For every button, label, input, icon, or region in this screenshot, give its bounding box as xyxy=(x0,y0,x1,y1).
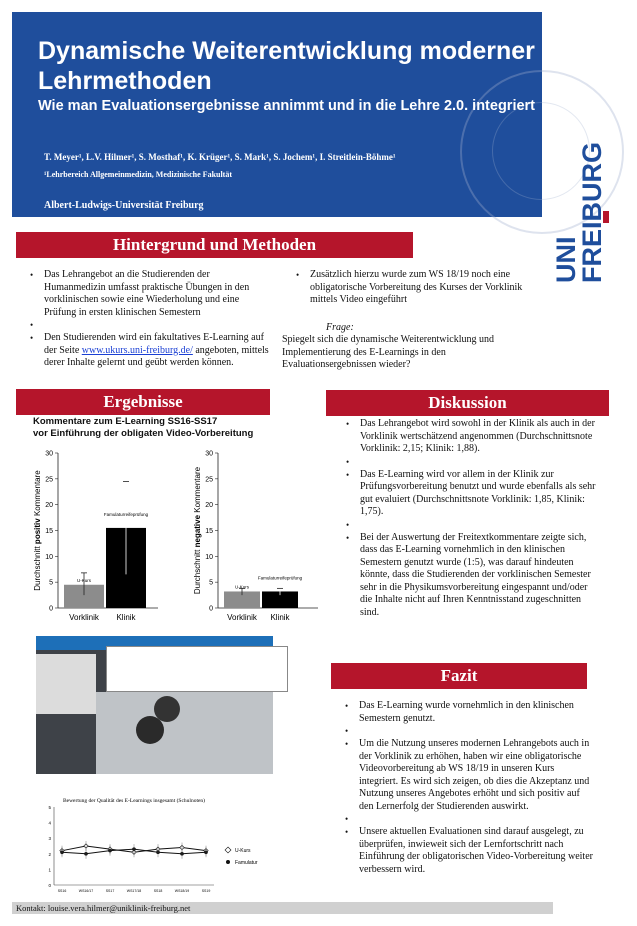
x-tick-label: Klinik xyxy=(116,613,136,622)
y-tick-label: 5 xyxy=(48,805,51,810)
y-tick-label: 1 xyxy=(48,867,51,873)
y-tick-label: 25 xyxy=(45,476,53,484)
bar-data-label: Famulaturreifeprüfung xyxy=(103,511,149,517)
screenshot-dialog xyxy=(106,646,288,692)
diskussion-list xyxy=(346,418,598,619)
hintergrund-item: • Das Lehrangebot an die Studierenden der Humanmedizin umfasst praktische Übungen in den vorklinischen sowie eine Wiederholung und eine Prüfung in ersten klinischen Semestern xyxy=(44,269,270,319)
section-heading-fazit: Fazit xyxy=(331,663,587,689)
legend-label: U-Kurs xyxy=(235,848,251,854)
diskussion-item: • Das Lehrangebot wird sowohl in der Klinik als auch in der Vorklinik wertschätzend angenommen (Durchschnittsnote Vorklinik: 2,15; Klinik: 1,88). xyxy=(360,418,598,456)
bar-data-label: U-Kurs xyxy=(76,577,92,583)
frage-text: Spiegelt sich die dynamische Weiterentwicklung und Implementierung des E-Learnings in den Evaluationsergebnissen wieder? xyxy=(282,334,495,370)
hintergrund-item-text: Den Studierenden wird ein fakultatives E-Learning auf der Seite xyxy=(44,332,264,356)
poster-title: Dynamische Weiterentwicklung moderner Lehrmethoden xyxy=(38,37,535,95)
y-tick-label: 3 xyxy=(48,836,51,842)
chart-title-line1: Kommentare zum E-Learning SS16-SS17 xyxy=(33,416,218,427)
quality-line-chart xyxy=(36,790,261,895)
positive-comments-chart xyxy=(33,451,158,623)
logo-freiburg-text: FREIBURG xyxy=(577,142,607,283)
y-tick-label: 2 xyxy=(48,851,51,857)
y-tick-label: 20 xyxy=(45,502,53,510)
hintergrund-right-column xyxy=(296,269,541,307)
section-heading-ergebnisse: Ergebnisse xyxy=(16,389,270,415)
legend-marker xyxy=(226,860,230,864)
y-tick-label: 5 xyxy=(49,579,53,587)
video-frame xyxy=(96,692,273,774)
section-heading-diskussion: Diskussion xyxy=(326,390,609,416)
fazit-list xyxy=(345,700,595,876)
x-tick-label: WS17/18 xyxy=(126,889,142,893)
hintergrund-item: • Zusätzlich hierzu wurde zum WS 18/19 noch eine obligatorische Vorbereitung des Kurses der Vorklinik mittels Video eingeführt xyxy=(310,269,541,307)
frage-label: Frage: xyxy=(326,322,354,333)
logo-uni-text: UNI xyxy=(551,236,581,283)
comments-charts xyxy=(0,440,320,632)
bar-data-label: Famulaturreifeprüfung xyxy=(257,575,303,581)
affiliation: ¹Lehrbereich Allgemeinmedizin, Medizinische Fakultät xyxy=(44,170,233,179)
uni-freiburg-logo xyxy=(545,125,617,285)
university-name: Albert-Ludwigs-Universität Freiburg xyxy=(44,200,204,211)
y-tick-label: 0 xyxy=(48,883,51,888)
x-tick-label: WS16/17 xyxy=(78,889,94,893)
x-tick-label: SS18 xyxy=(153,889,163,893)
negative-comments-chart xyxy=(193,451,318,623)
y-axis-label-part: Durchschnitt xyxy=(33,544,42,591)
legend-marker xyxy=(225,847,231,853)
x-tick-label: SS19 xyxy=(201,889,211,893)
poster-subtitle: Wie man Evaluationsergebnisse annimmt und in die Lehre 2.0. integriert xyxy=(38,98,536,114)
y-tick-label: 0 xyxy=(49,605,53,613)
line-chart-title: Bewertung der Qualität des E-Learnings insgesamt (Schulnoten) xyxy=(62,798,206,804)
y-axis-label-part: Kommentare xyxy=(33,470,42,519)
y-axis-label-part: Kommentare xyxy=(193,466,202,515)
y-axis-label xyxy=(193,466,202,594)
x-tick-label: Vorklinik xyxy=(69,613,99,622)
y-tick-label: 25 xyxy=(205,476,213,484)
elearning-screenshot xyxy=(36,636,273,774)
y-tick-label: 0 xyxy=(209,605,213,613)
y-axis-label-part: Durchschnitt xyxy=(193,547,202,595)
diskussion-item: • Das E-Learning wird vor allem in der Klinik zur Prüfungsvorbereitung benutzt und wurde ebenfalls als sehr gut evaluiert (Durchschnittsnote Vorklinik: 1,85, Klinik: 1,75). xyxy=(360,469,598,519)
y-tick-label: 10 xyxy=(205,553,213,561)
x-tick-label: SS16 xyxy=(57,889,67,893)
y-tick-label: 15 xyxy=(205,528,213,535)
screenshot-panel xyxy=(36,654,96,714)
y-tick-label: 30 xyxy=(45,450,53,458)
y-tick-label: 15 xyxy=(45,528,53,535)
diskussion-item: • Bei der Auswertung der Freitextkommentare zeigte sich, dass das E-Learning vornehmlich in den klinischen Semestern genutzt wurde (1:5), was darauf hindeuten könnte, dass die Studierenden der vorklinischen Semester sehr in die Physikumsvorbereitung eingespannt und/oder die Inhalte nicht auf Ihren Kenntnisstand zugeschnitten sind. xyxy=(360,532,598,620)
hintergrund-left-column xyxy=(30,269,270,370)
legend-label: Famulatur xyxy=(235,860,258,866)
fazit-item: • Um die Nutzung unseres modernen Lehrangebots auch in der Vorklinik zu erhöhen, haben wir eine obligatorische Videovorbereitung ab WS 18/19 in unseren Kurs integriert. Es wird sich zeigen, ob dies die Akzeptanz und Nutzung unseres Angebotes erhöht und sich positiv auf den Lernerfolg der Studierenden auswirkt. xyxy=(359,738,595,813)
y-tick-label: 10 xyxy=(45,553,53,561)
y-tick-label: 30 xyxy=(205,450,213,458)
fazit-item: • Unsere aktuellen Evaluationen sind darauf ausgelegt, zu überprüfen, inwieweit sich der Lernfortschritt nach Einführung der obligatorischen Video-Vorbereitung weiter verbessern wird. xyxy=(359,826,595,876)
y-axis-label-part: negative xyxy=(193,514,202,548)
hintergrund-item-text: angeboten, mittels derer Inhalte gelernt und geübt werden können. xyxy=(44,344,269,368)
author-list: T. Meyer¹, L.V. Hilmer¹, S. Mosthaf¹, K. Krüger¹, S. Mark¹, S. Jochem¹, I. Streitlein-Böhme¹ xyxy=(44,152,396,162)
x-tick-label: Vorklinik xyxy=(227,613,257,622)
y-tick-label: 5 xyxy=(209,579,213,587)
x-tick-label: SS17 xyxy=(105,889,115,893)
chart-title-line2: vor Einführung der obligaten Video-Vorbereitung xyxy=(33,428,254,439)
chart-title xyxy=(33,416,293,440)
x-tick-label: WS18/19 xyxy=(174,889,190,893)
hintergrund-item xyxy=(44,332,270,370)
section-heading-hintergrund: Hintergrund und Methoden xyxy=(16,232,413,258)
video-person xyxy=(154,696,180,722)
x-tick-label: Klinik xyxy=(270,613,290,622)
y-tick-label: 20 xyxy=(205,502,213,510)
y-axis-label-part: positiv xyxy=(33,518,42,545)
fazit-item: • Das E-Learning wurde vornehmlich in den klinischen Semestern genutzt. xyxy=(359,700,595,725)
y-axis-label xyxy=(33,470,42,591)
bar-data-label: U-Kurs xyxy=(234,584,250,590)
ukurs-link[interactable]: www.ukurs.uni-freiburg.de/ xyxy=(81,344,193,356)
y-tick-label: 4 xyxy=(48,820,51,826)
contact-line: Kontakt: louise.vera.hilmer@uniklinik-freiburg.net xyxy=(12,902,553,914)
